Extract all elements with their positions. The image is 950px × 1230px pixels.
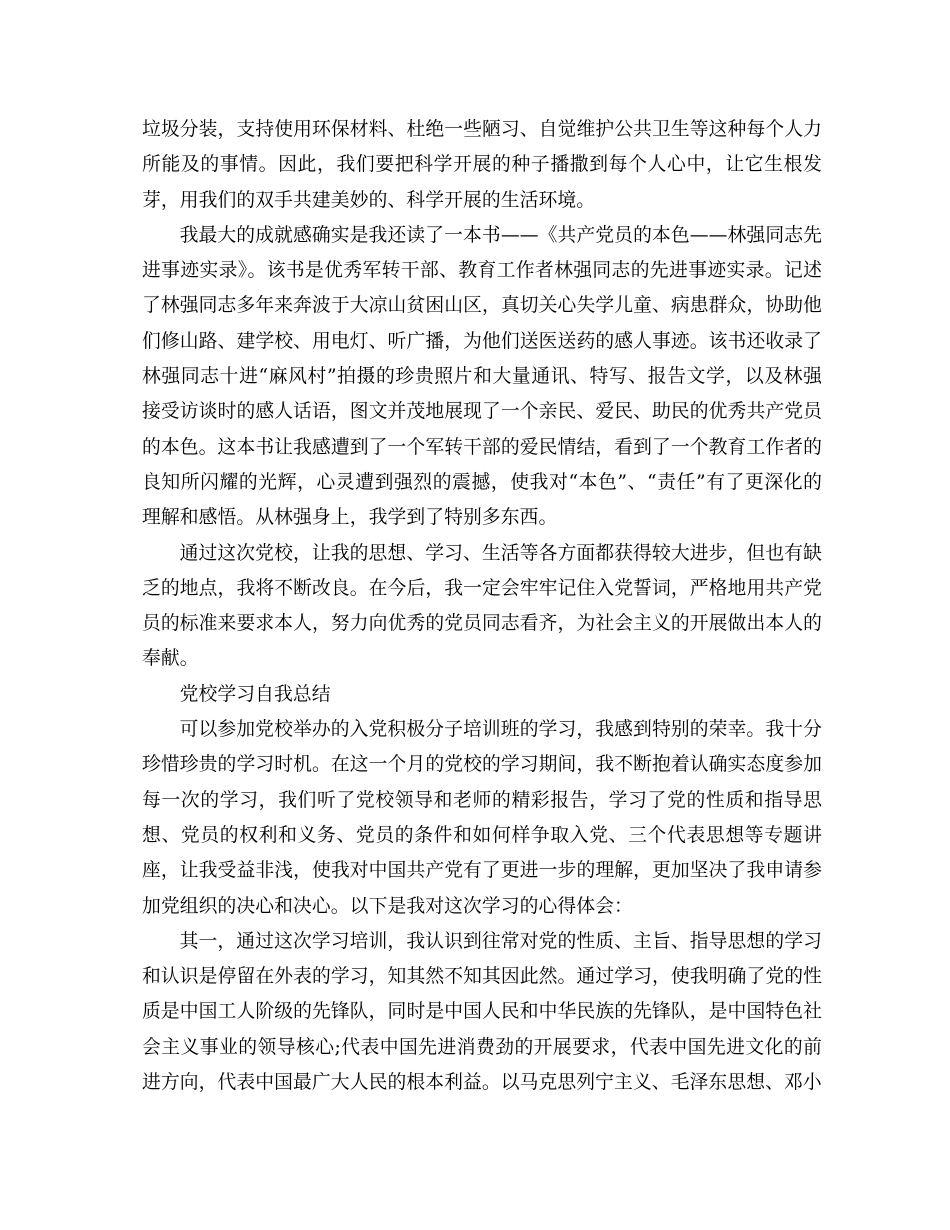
paragraph-training-intro: 可以参加党校举办的入党积极分子培训班的学习，我感到特别的荣幸。我十分珍惜珍贵的学习时机。在这一个月的党校的学习期间，我不断抱着认确实态度参加每一次的学习，我们听了党校领导和老师的精彩报告，学习了党的性质和指导思想、党员的权利和义务、党员的条件和如何样争取入党、三个代表思想等专题讲座，让我受益非浅，使我对中国共产党有了更进一步的理解，更加坚决了我申请参加党组织的决心和决心。以下是我对这次学习的心得体会： [142,719,822,917]
paragraph-book-reading: 我最大的成就感确实是我还读了一本书——《共产党员的本色——林强同志先进事迹实录》。该书是优秀军转干部、教育工作者林强同志的先进事迹实录。记述了林强同志多年来奔波于大凉山贫困山区，真切关心失学儿童、病患群众，协助他们修山路、建学校、用电灯、听广播，为他们送医送药的感人事迹。该书还收录了林强同志十进“麻风村”拍摄的珍贵照片和大量通讯、特写、报告文学，以及林强接受访谈时的感人话语，图文并茂地展现了一个亲民、爱民、助民的优秀共产党员的本色。这本书让我感遭到了一个军转干部的爱民情结，看到了一个教育工作者的良知所闪耀的光辉，心灵遭到强烈的震撼，使我对“本色”、“责任”有了更深化的理解和感悟。从林强身上，我学到了特别多东西。 [142,224,822,529]
paragraph-party-school-progress: 通过这次党校，让我的思想、学习、生活等各方面都获得较大进步，但也有缺乏的地点，我将不断改良。在今后，我一定会牢牢记住入党誓词，严格地用共产党员的标准来要求本人，努力向优秀的党员同志看齐，为社会主义的开展做出本人的奉献。 [142,542,822,670]
document-body [142,112,822,1100]
paragraph-waste-sorting: 垃圾分装，支持使用环保材料、杜绝一些陋习、自觉维护公共卫生等这种每个人力所能及的事情。因此，我们要把科学开展的种子播撒到每个人心中，让它生根发芽，用我们的双手共建美妙的、科学开展的生活环境。 [142,119,822,211]
section-heading: 党校学习自我总结 [179,683,331,705]
paragraph-first-point: 其一，通过这次学习培训，我认识到往常对党的性质、主旨、指导思想的学习和认识是停留在外表的学习，知其然不知其因此然。通过学习，使我明确了党的性质是中国工人阶级的先锋队，同时是中国人民和中华民族的先锋队，是中国特色社会主义事业的领导核心;代表中国先进消费劲的开展要求，代表中国先进文化的前进方向，代表中国最广大人民的根本利益。以马克思列宁主义、毛泽东思想、邓小 [142,930,822,1094]
